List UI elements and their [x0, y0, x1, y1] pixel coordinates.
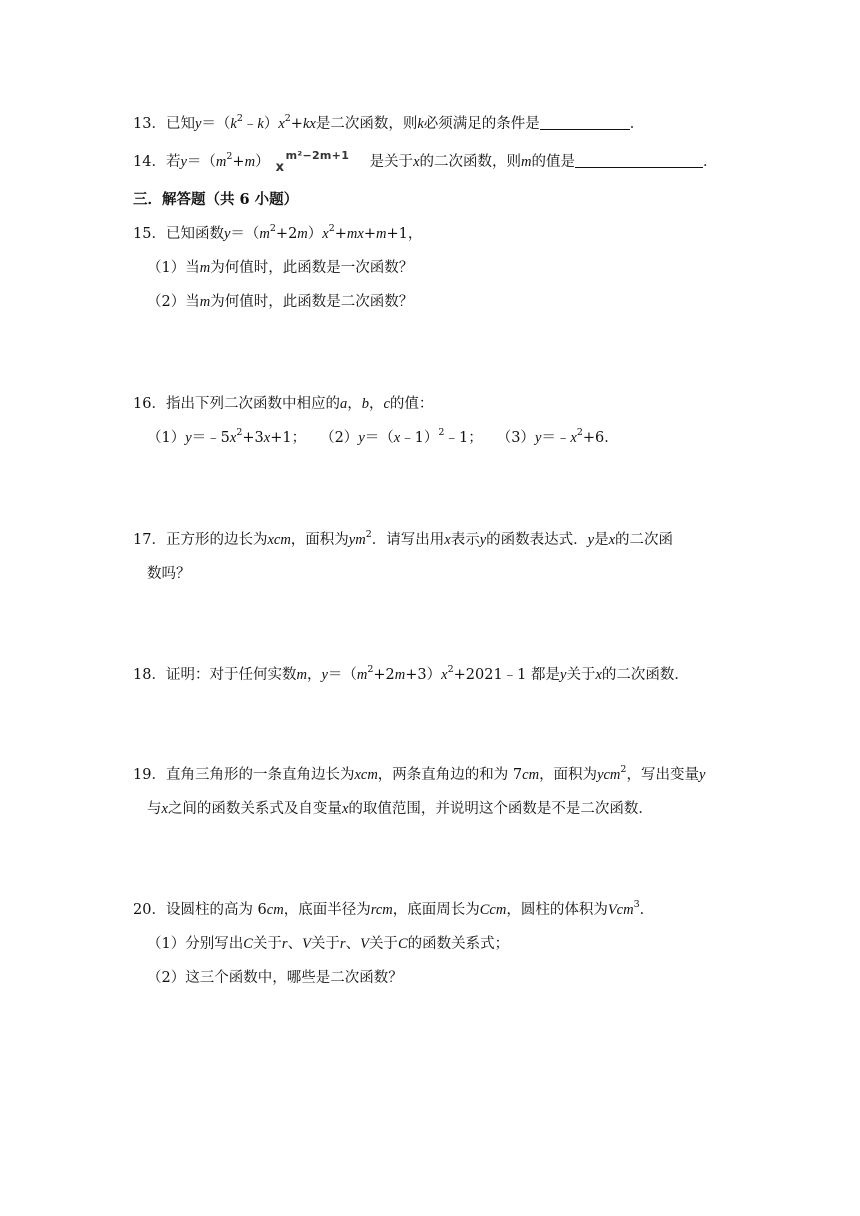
part-2: （2）y＝（x﹣1）$^2$﹣1；	[320, 427, 483, 446]
question-19-line-2: 与x之间的函数关系式及自变量x的取值范围，并说明这个函数是不是二次函数．	[147, 801, 653, 817]
question-20-part-2: （2）这三个函数中，哪些是二次函数？	[147, 970, 403, 986]
question-17: 17．正方形的边长为xcm，面积为$ym^2$．请写出用x表示y的函数表达式．y是x的二次函	[133, 529, 674, 548]
question-number: 17．	[133, 532, 166, 548]
question-14: 14．若$y=(m^2+m)$ x m²−2m+1 是关于x的二次函数，则m的值是 ．	[133, 149, 718, 175]
question-13: 13．已知$y=(k^2﹣k)x^2+kx$是二次函数，则k必须满足的条件是 ．	[133, 113, 645, 132]
question-16: 16．指出下列二次函数中相应的a，b，c的值：	[133, 396, 434, 412]
question-number: 16．	[133, 396, 166, 412]
exponent-formula-image: x m²−2m+1	[275, 149, 350, 175]
question-20: 20．设圆柱的高为 6cm，底面半径为rcm，底面周长为Ccm，圆柱的体积为Vcm$^3$．	[133, 899, 655, 918]
question-number: 13．	[133, 116, 166, 132]
question-20-part-1: （1）分别写出C关于r、V关于r、V关于C的函数关系式；	[147, 936, 510, 952]
question-16-parts	[147, 428, 619, 448]
section-heading: 三．解答题（共 6 小题）	[133, 191, 299, 208]
question-number: 19．	[133, 767, 166, 783]
question-number: 20．	[133, 902, 166, 918]
answer-blank[interactable]	[540, 115, 630, 130]
question-15-part-2: （2）当m为何值时，此函数是二次函数？	[147, 294, 414, 310]
question-19: 19．直角三角形的一条直角边长为xcm，两条直角边的和为 7cm，面积为ycm$^2$，写出变量y	[133, 764, 706, 783]
answer-blank[interactable]	[575, 153, 703, 168]
question-number: 15．	[133, 226, 166, 242]
question-15-part-1: （1）当m为何值时，此函数是一次函数？	[147, 260, 414, 276]
question-17-line-2: 数吗？	[147, 566, 191, 582]
question-18: 18．证明：对于任何实数m，$y=(m^2+2m+3)x^2+2021﹣1$ 都是y关于x的二次函数．	[133, 664, 689, 683]
question-15: 15．已知函数$y=(m^2+2m)x^2+mx+m+1$，	[133, 223, 423, 242]
part-1: $(1)y=﹣5x^2+3x+1$；	[147, 427, 307, 446]
part-3: $(3)y=﹣x^2+6$．	[496, 427, 619, 446]
question-number: 18．	[133, 667, 166, 683]
question-number: 14．	[133, 154, 166, 170]
